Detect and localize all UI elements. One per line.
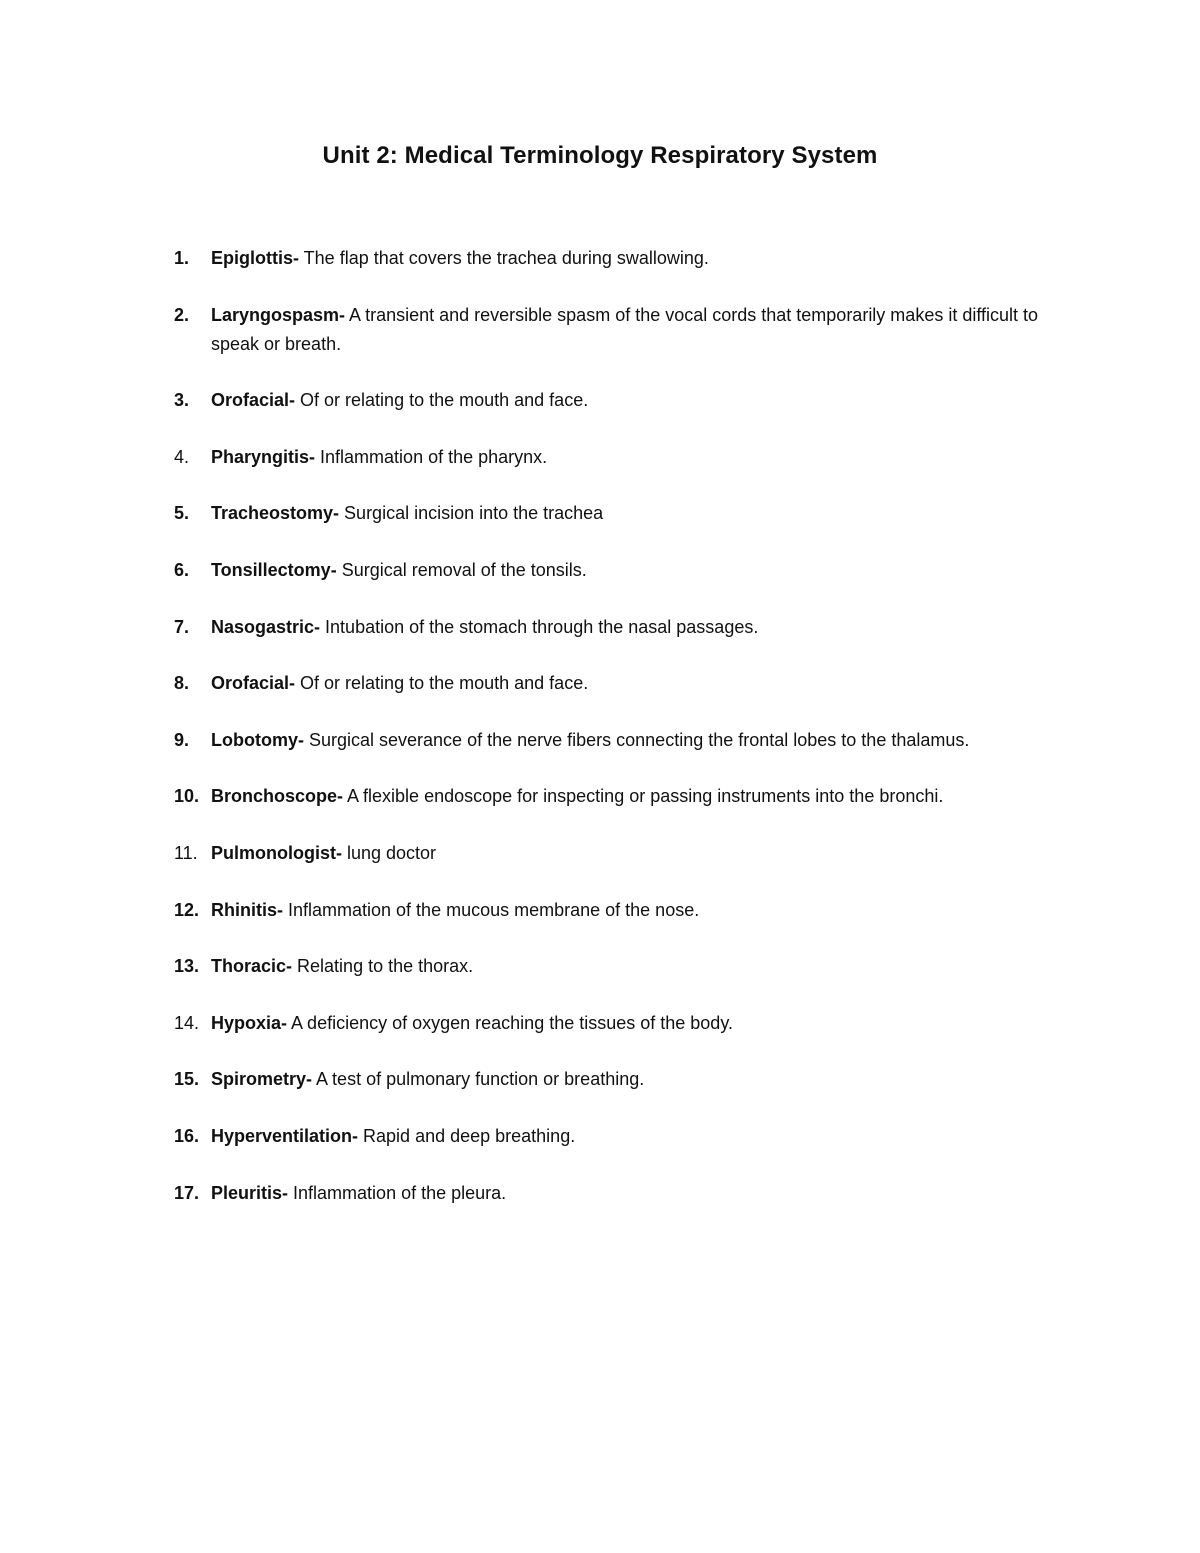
term-definition: Of or relating to the mouth and face.	[295, 673, 589, 694]
item-text	[211, 1179, 1074, 1208]
item-number: 16.	[174, 1125, 200, 1146]
term-definition: A deficiency of oxygen reaching the tissues of the body.	[287, 1012, 733, 1033]
item-text	[211, 443, 1074, 472]
list-item	[174, 669, 1074, 698]
item-text	[211, 669, 1074, 698]
term-name: Nasogastric-	[211, 616, 321, 637]
list-item	[174, 1009, 1074, 1038]
item-number: 15.	[174, 1069, 200, 1090]
item-text	[211, 782, 1074, 811]
list-item	[174, 556, 1074, 585]
item-number: 2.	[174, 304, 190, 325]
term-name: Laryngospasm-	[211, 304, 346, 325]
item-number: 3.	[174, 390, 190, 411]
term-definition: Rapid and deep breathing.	[358, 1125, 576, 1146]
item-text	[211, 1065, 1074, 1094]
term-definition: Surgical removal of the tonsils.	[336, 559, 587, 580]
term-definition: Inflammation of the pharynx.	[315, 446, 548, 467]
list-item	[174, 726, 1074, 755]
item-text	[211, 613, 1074, 642]
item-number: 10.	[174, 786, 200, 807]
item-number: 4.	[174, 446, 190, 467]
item-number: 17.	[174, 1182, 200, 1203]
term-definition: Intubation of the stomach through the nasal passages.	[320, 616, 759, 637]
term-definition: A transient and reversible spasm of the vocal cords that temporarily makes it difficult to speak or breath.	[211, 304, 1039, 354]
list-item	[174, 443, 1074, 472]
list-item	[174, 1179, 1074, 1208]
item-number: 9.	[174, 729, 190, 750]
list-item	[174, 782, 1074, 811]
list-item	[174, 244, 1074, 273]
list-item	[174, 1122, 1074, 1151]
item-text	[211, 839, 1074, 868]
term-name: Hyperventilation-	[211, 1125, 359, 1146]
term-definition: Of or relating to the mouth and face.	[295, 390, 589, 411]
item-text	[211, 556, 1074, 585]
list-item	[174, 1065, 1074, 1094]
term-name: Pulmonologist-	[211, 842, 342, 863]
term-definition: A flexible endoscope for inspecting or passing instruments into the bronchi.	[343, 786, 944, 807]
term-definition: Inflammation of the pleura.	[288, 1182, 507, 1203]
term-definition: Inflammation of the mucous membrane of the nose.	[283, 899, 700, 920]
term-definition: lung doctor	[341, 842, 437, 863]
term-name: Thoracic-	[211, 956, 293, 977]
item-text	[211, 301, 1074, 359]
item-number: 7.	[174, 616, 190, 637]
term-name: Orofacial-	[211, 673, 296, 694]
item-text	[211, 952, 1074, 981]
term-definition: Surgical incision into the trachea	[339, 503, 604, 524]
list-item	[174, 499, 1074, 528]
item-text	[211, 1009, 1074, 1038]
list-item	[174, 386, 1074, 415]
term-name: Bronchoscope-	[211, 786, 344, 807]
list-item	[174, 301, 1074, 359]
item-number: 6.	[174, 559, 190, 580]
term-name: Rhinitis-	[211, 899, 283, 920]
term-definition: Relating to the thorax.	[292, 956, 474, 977]
term-list	[174, 244, 1074, 1235]
item-number: 5.	[174, 503, 190, 524]
item-text	[211, 1122, 1074, 1151]
item-number: 1.	[174, 248, 190, 268]
item-text	[211, 499, 1074, 528]
term-name: Hypoxia-	[211, 1012, 288, 1033]
term-name: Lobotomy-	[211, 729, 304, 750]
list-item	[174, 613, 1074, 642]
item-text	[211, 896, 1074, 925]
term-definition: The flap that covers the trachea during swallowing.	[299, 248, 709, 268]
item-number: 11.	[174, 842, 198, 863]
term-definition: A test of pulmonary function or breathing.	[312, 1069, 645, 1090]
term-name: Spirometry-	[211, 1069, 313, 1090]
term-name: Pleuritis-	[211, 1182, 289, 1203]
term-name: Orofacial-	[211, 390, 296, 411]
list-item	[174, 952, 1074, 981]
list-item	[174, 896, 1074, 925]
item-number: 12.	[174, 899, 200, 920]
term-name: Pharyngitis-	[211, 446, 316, 467]
page-title: Unit 2: Medical Terminology Respiratory System	[322, 142, 878, 169]
term-name: Epiglottis-	[211, 248, 299, 268]
item-text	[211, 726, 1074, 755]
item-text	[211, 244, 1074, 273]
item-number: 13.	[174, 956, 200, 977]
item-number: 14.	[174, 1012, 200, 1033]
term-name: Tracheostomy-	[211, 503, 340, 524]
term-name: Tonsillectomy-	[211, 559, 337, 580]
list-item	[174, 839, 1074, 868]
term-definition: Surgical severance of the nerve fibers connecting the frontal lobes to the thalamus.	[303, 729, 970, 750]
item-text	[211, 386, 1074, 415]
item-number: 8.	[174, 673, 190, 694]
